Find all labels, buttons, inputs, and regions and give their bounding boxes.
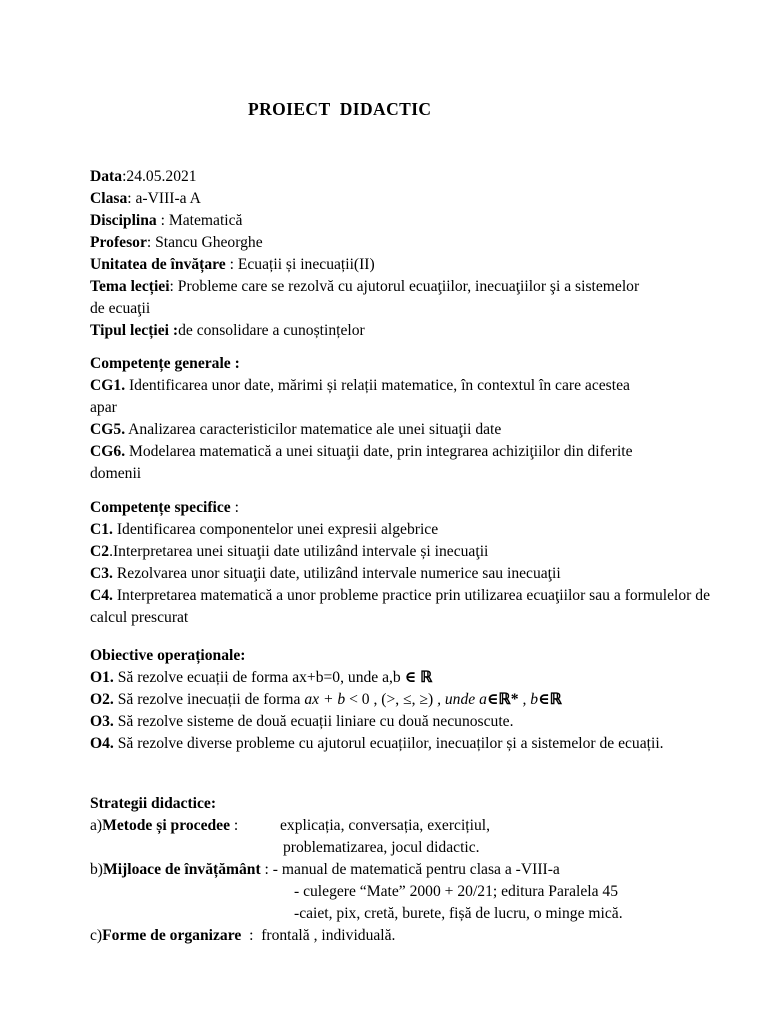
info-label: Tema lecției xyxy=(90,278,170,295)
specific-competencies xyxy=(90,497,720,629)
info-date xyxy=(90,166,720,188)
section-heading xyxy=(90,645,720,667)
document-title: PROIECT DIDACTIC xyxy=(248,99,432,119)
heading-suffix: : xyxy=(230,499,239,516)
info-value: Stancu Gheorghe xyxy=(155,234,263,251)
general-competencies xyxy=(90,353,720,485)
info-discipline xyxy=(90,210,720,232)
objective-item xyxy=(90,667,720,689)
info-sep: : xyxy=(225,256,238,273)
competency-text: Analizarea caracteristicilor matematice ale unei situaţii date xyxy=(125,421,502,438)
section-heading xyxy=(90,497,720,519)
item-label: Forme de organizare xyxy=(102,927,242,944)
competency-code: CG1. xyxy=(90,377,126,394)
info-value: a-VIII-a A xyxy=(135,190,201,207)
objective-item xyxy=(90,711,720,733)
competency-text: Rezolvarea unor situaţii date, utilizând intervale numerice sau inecuaţii xyxy=(112,565,561,582)
objective-item xyxy=(90,689,720,711)
info-label: Unitatea de învățare xyxy=(90,256,226,273)
info-sep: : xyxy=(122,168,127,185)
info-sep: : xyxy=(127,190,136,207)
info-label: Data xyxy=(90,168,123,185)
competency-text: Modelarea matematică a unei situaţii date, prin integrarea achiziţiilor din diferite domenii xyxy=(90,443,633,482)
competency-text: Interpretarea matematică a unor probleme practice prin utilizarea ecuaţiilor sau a formulelor de calcul prescurat xyxy=(90,587,710,626)
math-relation: < 0 , (>, ≤, ≥) xyxy=(345,691,438,708)
item-sep: : xyxy=(230,817,239,834)
competency-text: Identificarea componentelor unei expresii algebrice xyxy=(112,521,439,538)
means-line: - culegere “Mate” 2000 + 20/21; editura Paralela 45 xyxy=(294,883,619,900)
info-label: Clasa xyxy=(90,190,128,207)
competency-item xyxy=(90,419,720,441)
objective-text: Să rezolve sisteme de două ecuații liniare cu două necunoscute. xyxy=(113,713,514,730)
competency-code: C3. xyxy=(90,565,113,582)
competency-code: CG5. xyxy=(90,421,126,438)
item-label: Mijloace de învățământ xyxy=(103,861,261,878)
heading-text: Strategii didactice: xyxy=(90,795,217,812)
competency-code: C1. xyxy=(90,521,113,538)
competency-item xyxy=(90,563,720,585)
means-row-cont xyxy=(90,881,720,903)
competency-text: .Interpretarea unei situaţii date utilizând intervale și inecuaţii xyxy=(109,543,489,560)
competency-code: C4. xyxy=(90,587,113,604)
section-heading xyxy=(90,793,720,815)
heading-text: Competențe specifice xyxy=(90,499,231,516)
competency-item xyxy=(90,375,660,419)
item-sep: : xyxy=(260,861,273,878)
objective-code: O2. xyxy=(90,691,114,708)
means-line: - manual de matematică pentru clasa a -VIII-a xyxy=(272,861,560,878)
info-value: 24.05.2021 xyxy=(126,168,197,185)
means-row xyxy=(90,859,720,881)
competency-item xyxy=(90,519,720,541)
objective-code: O4. xyxy=(90,735,114,752)
info-label: Disciplina xyxy=(90,212,157,229)
info-teacher xyxy=(90,232,720,254)
info-class xyxy=(90,188,720,210)
competency-text: Identificarea unor date, mărimi și relații matematice, în contextul în care acestea apar xyxy=(90,377,630,416)
info-block xyxy=(90,166,720,342)
objective-text: Să rezolve ecuații de forma ax+b=0, unde a,b xyxy=(113,669,405,686)
info-value: Ecuații și inecuații(II) xyxy=(237,256,375,273)
item-prefix: a) xyxy=(90,817,103,834)
info-label: Profesor xyxy=(90,234,147,251)
objective-code: O3. xyxy=(90,713,114,730)
objective-code: O1. xyxy=(90,669,114,686)
info-unit xyxy=(90,254,720,276)
competency-code: C2 xyxy=(90,543,110,560)
item-prefix: b) xyxy=(90,861,103,878)
item-sep: : xyxy=(241,927,262,944)
heading-text: Competențe generale : xyxy=(90,355,240,372)
competency-item xyxy=(90,585,715,629)
item-label: Metode și procedee xyxy=(102,817,231,834)
heading-text: Obiective operaționale: xyxy=(90,647,246,664)
methods-line: problematizarea, jocul didactic. xyxy=(283,839,480,856)
competency-item xyxy=(90,441,655,485)
info-topic xyxy=(90,276,650,320)
objective-item xyxy=(90,733,715,755)
operational-objectives xyxy=(90,645,720,755)
methods-line: explicația, conversația, exercițiul, xyxy=(280,817,490,834)
math-condition: , unde a xyxy=(437,691,487,708)
info-label: Tipul lecției : xyxy=(90,322,179,339)
math-condition: , b xyxy=(522,691,539,708)
competency-code: CG6. xyxy=(90,443,126,460)
means-line: -caiet, pix, cretă, burete, fișă de lucru, o minge mică. xyxy=(294,905,623,922)
organization-value: frontală , individuală. xyxy=(261,927,396,944)
info-sep: : xyxy=(169,278,178,295)
objective-text: Să rezolve diverse probleme cu ajutorul ecuațiilor, inecuaților și a sistemelor de ecuații. xyxy=(113,735,664,752)
methods-row-cont xyxy=(90,837,720,859)
organization-row xyxy=(90,925,720,947)
real-set-symbol: ∈ ℝ xyxy=(404,669,433,686)
math-expression: ax + b xyxy=(304,691,346,708)
methods-row xyxy=(90,815,720,837)
info-sep: : xyxy=(156,212,169,229)
didactic-strategies xyxy=(90,793,720,947)
competency-item xyxy=(90,541,720,563)
info-lesson-type xyxy=(90,320,720,342)
real-set-symbol: ∈ℝ* xyxy=(486,691,523,708)
info-value: de consolidare a cunoștințelor xyxy=(178,322,365,339)
info-sep: : xyxy=(146,234,156,251)
means-row-cont xyxy=(90,903,720,925)
section-heading xyxy=(90,353,720,375)
info-value: Probleme care se rezolvă cu ajutorul ecuaţiilor, inecuaţiilor şi a sistemelor de ecuaţii xyxy=(90,278,640,317)
info-value: Matematică xyxy=(168,212,243,229)
real-set-symbol: ∈ℝ xyxy=(538,691,562,708)
objective-text: Să rezolve inecuații de forma xyxy=(113,691,305,708)
item-prefix: c) xyxy=(90,927,103,944)
